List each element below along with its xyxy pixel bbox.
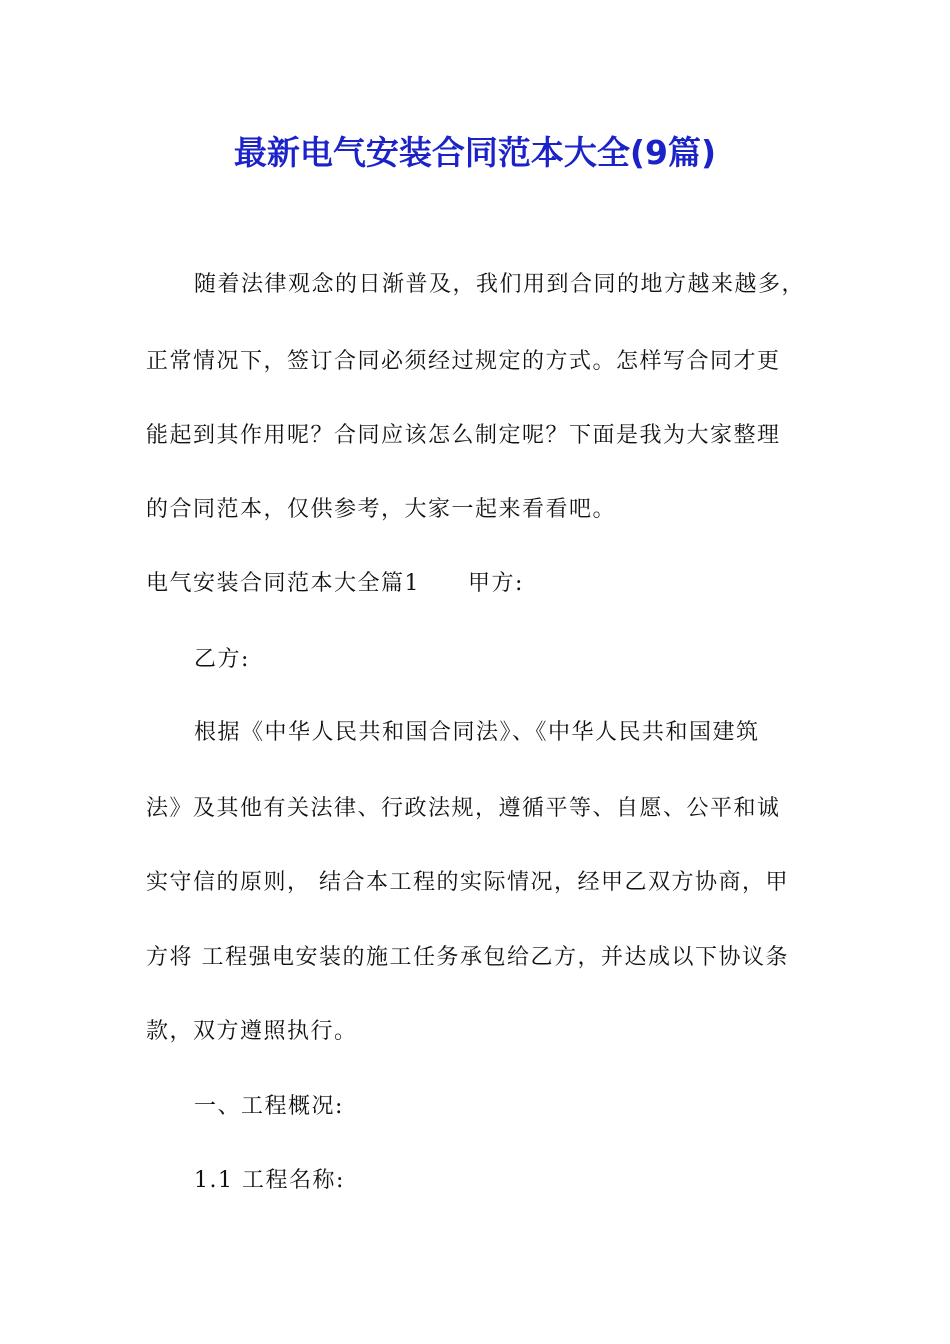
paragraph-line: 法》及其他有关法律、行政法规，遵循平等、自愿、公平和诚 [146, 796, 781, 821]
paragraph-line: 正常情况下，签订合同必须经过规定的方式。怎样写合同才更 [146, 349, 781, 374]
party-a-label: 甲方: [468, 571, 524, 596]
paragraph-line: 方将 工程强电安装的施工任务承包给乙方，并达成以下协议条 [146, 945, 789, 970]
paragraph-line: 的合同范本，仅供参考，大家一起来看看吧。 [146, 497, 617, 522]
paragraph-line: 根据《中华人民共和国合同法》、《中华人民共和国建筑 [194, 720, 760, 745]
section-heading: 电气安装合同范本大全篇1 [146, 571, 420, 596]
sub-heading: 一、工程概况: [194, 1094, 344, 1119]
paragraph-line: 实守信的原则， 结合本工程的实际情况，经甲乙双方协商，甲 [146, 870, 789, 895]
paragraph-line: 随着法律观念的日渐普及，我们用到合同的地方越来越多， [194, 272, 806, 297]
section-heading-line [146, 569, 524, 599]
party-b-label: 乙方: [194, 647, 250, 672]
list-item: 1.1 工程名称: [194, 1168, 345, 1193]
paragraph-line: 能起到其作用呢？合同应该怎么制定呢？下面是我为大家整理 [146, 423, 781, 448]
document-title: 最新电气安装合同范本大全(9篇) [233, 133, 717, 172]
paragraph-line: 款，双方遵照执行。 [146, 1019, 358, 1044]
